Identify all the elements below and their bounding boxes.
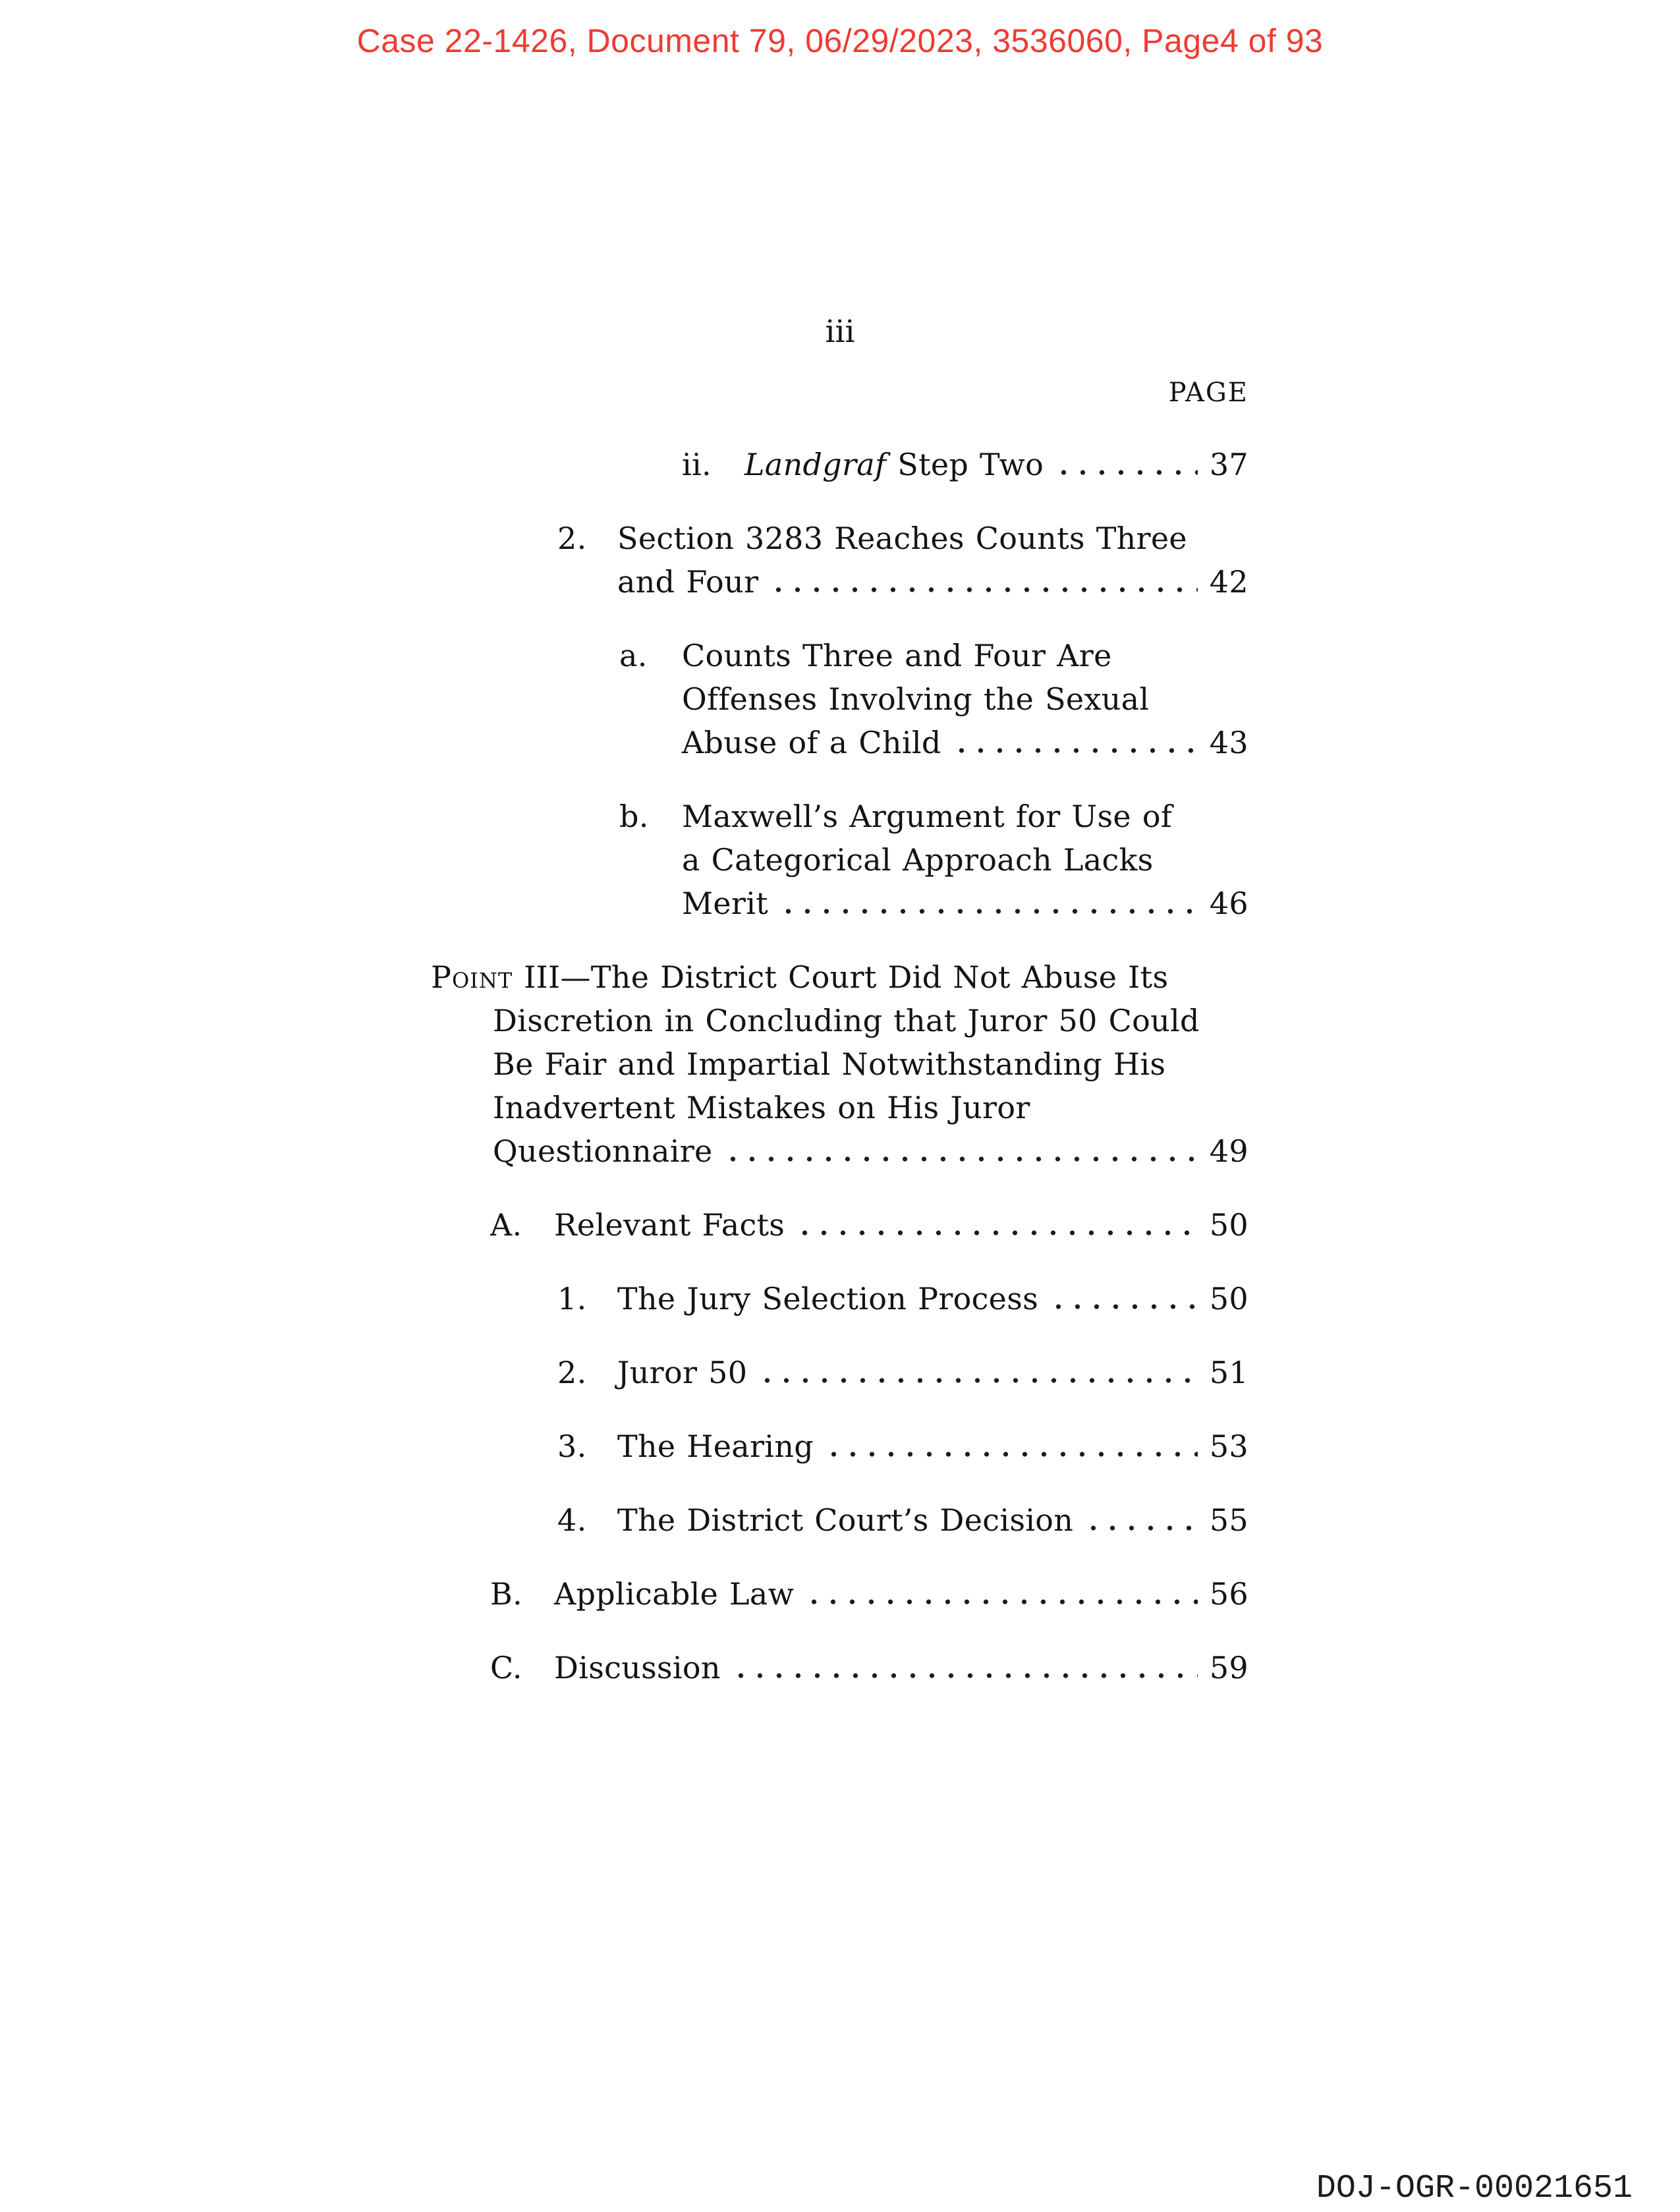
toc-text — [682, 634, 1112, 677]
toc-page-number: 55 — [1209, 1502, 1248, 1538]
toc-label: B. — [490, 1576, 523, 1612]
toc-label: 3. — [557, 1429, 587, 1464]
toc-page-number: 46 — [1209, 886, 1248, 921]
toc-line — [431, 882, 1248, 925]
toc-entry — [431, 1572, 1248, 1616]
toc-text-segment: Section 3283 Reaches Counts Three — [617, 521, 1187, 556]
toc-text — [682, 795, 1172, 838]
toc-entry — [431, 443, 1248, 486]
bates-number: DOJ-OGR-00021651 — [1316, 2170, 1633, 2207]
toc-text — [617, 1351, 747, 1394]
toc-page-number: 50 — [1209, 1281, 1248, 1317]
toc-text-segment: Applicable Law — [554, 1576, 795, 1612]
toc-leader — [795, 1230, 1198, 1235]
toc-text-segment: Relevant Facts — [554, 1207, 785, 1243]
toc-line — [431, 1572, 1248, 1616]
toc-text-segment: Counts Three and Four Are — [682, 638, 1112, 673]
toc-text — [493, 1129, 713, 1173]
toc-leader — [1054, 470, 1198, 475]
toc-line — [431, 1498, 1248, 1542]
toc-line — [431, 677, 1248, 721]
toc-text — [617, 1498, 1073, 1542]
toc-label: b. — [619, 799, 649, 834]
toc-label: 2. — [557, 521, 587, 556]
toc-leader — [723, 1156, 1198, 1162]
toc-text — [682, 838, 1154, 882]
toc-line — [431, 560, 1248, 604]
toc-text-segment: Landgraf — [744, 447, 887, 482]
toc-text — [554, 1203, 785, 1247]
page-column-header: PAGE — [1168, 378, 1248, 408]
toc-text-segment: The District Court’s Decision — [617, 1502, 1074, 1538]
toc-text-segment: and Four — [617, 564, 759, 600]
toc-leader — [824, 1452, 1198, 1457]
toc-leader — [1084, 1525, 1198, 1531]
toc-entry — [431, 1646, 1248, 1689]
toc-label: 4. — [557, 1502, 587, 1538]
toc-line — [431, 1351, 1248, 1394]
toc-line — [431, 634, 1248, 677]
toc-text-segment: Offenses Involving the Sexual — [682, 681, 1150, 717]
toc-leader — [804, 1599, 1198, 1604]
toc-page-number: 43 — [1209, 725, 1248, 760]
toc-text — [617, 1425, 814, 1468]
toc-text — [682, 721, 941, 764]
toc-entry — [431, 517, 1248, 604]
toc-text-segment: a Categorical Approach Lacks — [682, 842, 1154, 878]
toc-page-number: 56 — [1209, 1576, 1248, 1612]
toc-label: 1. — [557, 1281, 587, 1317]
toc-text-segment: The Hearing — [617, 1429, 814, 1464]
page-folio: iii — [825, 314, 855, 350]
toc-text — [682, 677, 1149, 721]
content-column — [431, 0, 1248, 1720]
toc-label: 2. — [557, 1355, 587, 1390]
toc-text — [744, 443, 1044, 486]
toc-text — [493, 1086, 1030, 1129]
toc-label: C. — [490, 1650, 522, 1686]
toc-page-number: 37 — [1209, 447, 1248, 482]
toc — [431, 443, 1248, 1689]
toc-text — [554, 1646, 721, 1689]
toc-line — [431, 955, 1248, 999]
toc-text — [493, 1042, 1165, 1086]
toc-text-segment: Point — [431, 959, 513, 995]
toc-text — [617, 1277, 1038, 1320]
toc-entry — [431, 1351, 1248, 1394]
toc-text-segment: III—The District Court Did Not Abuse Its — [513, 959, 1169, 995]
toc-entry — [431, 1425, 1248, 1468]
toc-entry — [431, 634, 1248, 764]
toc-text — [682, 882, 768, 925]
toc-line — [431, 443, 1248, 486]
toc-label: a. — [619, 638, 648, 673]
toc-line — [431, 1203, 1248, 1247]
toc-line — [431, 838, 1248, 882]
toc-text-segment: Abuse of a Child — [682, 725, 941, 760]
toc-entry — [431, 955, 1248, 1173]
toc-text — [493, 999, 1200, 1042]
toc-leader — [779, 909, 1198, 914]
toc-text-segment: Inadvertent Mistakes on His Juror — [493, 1090, 1030, 1125]
toc-entry — [431, 795, 1248, 925]
toc-line — [431, 999, 1248, 1042]
toc-leader — [952, 748, 1198, 753]
toc-text — [617, 517, 1187, 560]
toc-line — [431, 721, 1248, 764]
toc-text — [554, 1572, 794, 1616]
toc-line — [431, 517, 1248, 560]
toc-text — [617, 560, 758, 604]
toc-line — [431, 1129, 1248, 1173]
toc-text-segment: The Jury Selection Process — [617, 1281, 1039, 1317]
toc-line — [431, 1646, 1248, 1689]
toc-text — [431, 955, 1168, 999]
toc-line — [431, 1042, 1248, 1086]
toc-line — [431, 795, 1248, 838]
toc-page-number: 53 — [1209, 1429, 1248, 1464]
toc-text-segment: Discussion — [554, 1650, 721, 1686]
toc-page-number: 59 — [1209, 1650, 1248, 1686]
toc-page-number: 49 — [1209, 1133, 1248, 1169]
toc-leader — [1049, 1304, 1198, 1309]
toc-entry — [431, 1277, 1248, 1320]
toc-leader — [758, 1378, 1198, 1383]
toc-line — [431, 1277, 1248, 1320]
toc-text-segment: Juror 50 — [617, 1355, 748, 1390]
toc-line — [431, 1086, 1248, 1129]
toc-line — [431, 1425, 1248, 1468]
toc-text-segment: Maxwell’s Argument for Use of — [682, 799, 1173, 834]
toc-label: A. — [490, 1207, 522, 1243]
toc-text-segment: Merit — [682, 886, 769, 921]
toc-page-number: 42 — [1209, 564, 1248, 600]
toc-page-number: 51 — [1209, 1355, 1248, 1390]
toc-text-segment: Discretion in Concluding that Juror 50 Could — [493, 1003, 1200, 1038]
toc-text-segment: Be Fair and Impartial Notwithstanding His — [493, 1046, 1166, 1082]
toc-page-number: 50 — [1209, 1207, 1248, 1243]
toc-label: ii. — [682, 447, 712, 482]
toc-leader — [769, 587, 1198, 592]
toc-leader — [731, 1673, 1198, 1678]
case-stamp: Case 22-1426, Document 79, 06/29/2023, 3536060, Page4 of 93 — [356, 22, 1324, 59]
toc-entry — [431, 1203, 1248, 1247]
toc-text-segment: Questionnaire — [493, 1133, 713, 1169]
toc-text-segment: Step Two — [886, 447, 1044, 482]
toc-entry — [431, 1498, 1248, 1542]
